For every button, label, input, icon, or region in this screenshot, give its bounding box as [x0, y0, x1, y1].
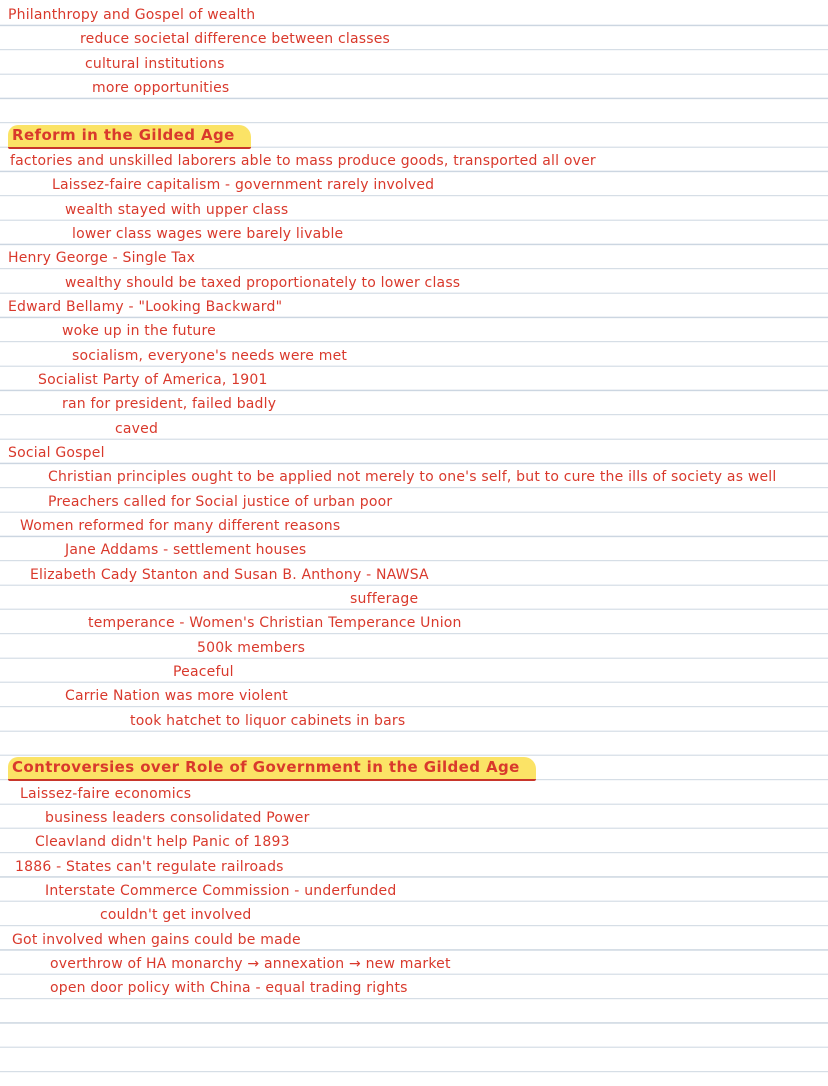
- note-line: Jane Addams - settlement houses: [65, 542, 307, 559]
- note-line: Peaceful: [173, 663, 234, 680]
- note-line: socialism, everyone's needs were met: [72, 347, 348, 364]
- note-line: caved: [115, 420, 159, 437]
- note-line: reduce societal difference between classes: [80, 31, 391, 48]
- note-line: Got involved when gains could be made: [12, 931, 301, 948]
- note-line: took hatchet to liquor cabinets in bars: [130, 712, 406, 729]
- note-line: lower class wages were barely livable: [72, 225, 344, 242]
- note-line: Laissez-faire economics: [20, 785, 192, 802]
- note-line: temperance - Women's Christian Temperance Union: [88, 615, 462, 632]
- note-line: overthrow of HA monarchy → annexation → new market: [50, 955, 451, 972]
- note-line: Philanthropy and Gospel of wealth: [8, 7, 256, 23]
- note-line: couldn't get involved: [100, 907, 252, 924]
- note-line: Women reformed for many different reasons: [20, 517, 341, 534]
- note-line: Cleavland didn't help Panic of 1893: [35, 834, 290, 851]
- note-line: Henry George - Single Tax: [8, 250, 196, 267]
- note-line: business leaders consolidated Power: [45, 809, 310, 826]
- note-line: ran for president, failed badly: [62, 396, 277, 413]
- section-heading: Reform in the Gilded Age: [8, 125, 251, 149]
- note-line: Interstate Commerce Commission - underfunded: [45, 882, 397, 899]
- note-line: Social Gospel: [8, 444, 105, 461]
- note-line: Carrie Nation was more violent: [65, 688, 288, 705]
- note-line: wealthy should be taxed proportionately to lower class: [65, 274, 461, 291]
- note-line: open door policy with China - equal trading rights: [50, 980, 408, 997]
- note-line: Edward Bellamy - "Looking Backward": [8, 298, 283, 315]
- note-line: 1886 - States can't regulate railroads: [15, 858, 284, 875]
- note-line: Laissez-faire capitalism - government rarely involved: [52, 177, 435, 194]
- note-line: Christian principles ought to be applied not merely to one's self, but to cure the ills of society as well: [48, 469, 777, 486]
- note-line: woke up in the future: [62, 323, 216, 340]
- note-line: Preachers called for Social justice of urban poor: [48, 493, 393, 510]
- note-line: factories and unskilled laborers able to mass produce goods, transported all over: [10, 152, 596, 169]
- note-line: more opportunities: [92, 79, 230, 96]
- note-line: sufferage: [350, 590, 419, 607]
- note-line: Elizabeth Cady Stanton and Susan B. Anthony - NAWSA: [30, 566, 429, 583]
- note-line: Socialist Party of America, 1901: [38, 371, 268, 388]
- section-heading: Controversies over Role of Government in the Gilded Age: [8, 757, 536, 781]
- note-line: 500k members: [197, 639, 306, 656]
- note-line: wealth stayed with upper class: [65, 201, 289, 218]
- note-line: cultural institutions: [85, 55, 225, 72]
